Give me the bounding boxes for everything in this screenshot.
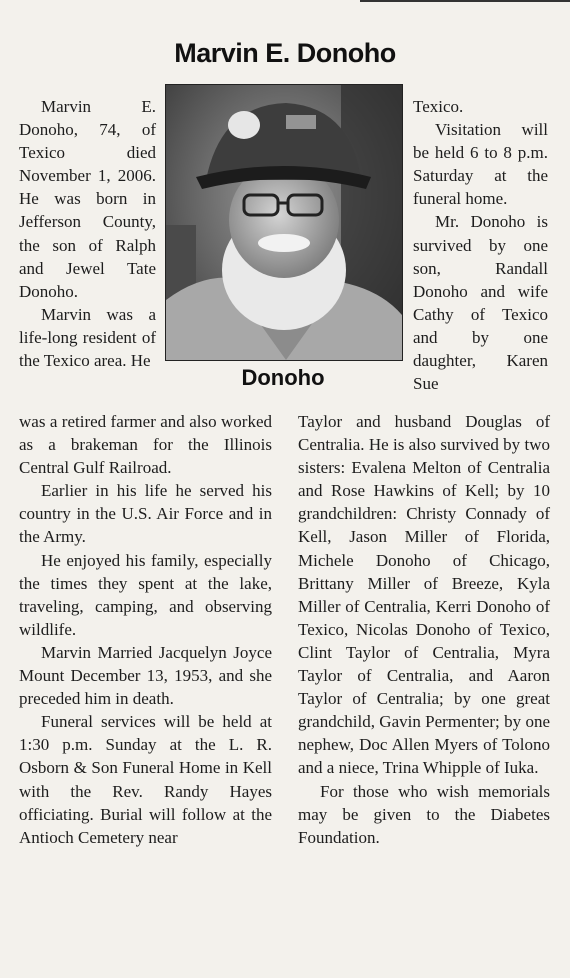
top-rule: [360, 0, 570, 2]
column-right-narrow: [413, 95, 548, 395]
paragraph: Marvin was a life-long resident of the Texico area. He: [19, 304, 156, 371]
paragraph: Marvin Married Jacquelyn Joyce Mount December 13, 1953, and she preceded him in death.: [19, 642, 272, 709]
column-left-wide: [19, 410, 272, 849]
portrait-photo: [165, 84, 403, 361]
paragraph: Taylor and husband Douglas of Centralia. He is also survived by two sisters: Evalena Melton of Centralia and Rose Hawkins of Kell; by 10 grandchildren: Christy Connady of Kell, Jason Miller of Florida, Michele Donoho of Chicago, Brittany Miller of Breeze, Kyla Miller of Centralia, Kerri Donoho of Texico, Nicolas Donoho of Texico, Clint Taylor of Centralia, Myra Taylor of Centralia, and Aaron Taylor of Centralia; by one great grandchild, Gavin Permenter; by one nephew, Doc Allen Myers of Tolono and a niece, Trina Whipple of Iuka.: [298, 412, 550, 778]
paragraph: Earlier in his life he served his country in the U.S. Air Force and in the Army.: [19, 481, 272, 547]
paragraph: Mr. Donoho is survived by one son, Randall Donoho and wife Cathy of Texico and by one daughter, Karen Sue: [413, 212, 548, 394]
column-right-wide: [298, 410, 550, 849]
photo-caption: Donoho: [241, 365, 325, 390]
paragraph: For those who wish memorials may be given to the Diabetes Foundation.: [298, 781, 550, 847]
paragraph: Visitation will be held 6 to 8 p.m. Saturday at the funeral home.: [413, 120, 548, 209]
paragraph: Funeral services will be held at 1:30 p.m. Sunday at the L. R. Osborn & Son Funeral Home in Kell with the Rev. Randy Hayes officiating. Burial will follow at the Antioch Cemetery near: [19, 712, 272, 847]
obituary-headline: Marvin E. Donoho: [174, 38, 396, 68]
column-left-narrow: [19, 95, 156, 372]
paragraph: Marvin E. Donoho, 74, of Texico died November 1, 2006. He was born in Jefferson County, the son of Ralph and Jewel Tate Donoho.: [19, 97, 156, 301]
portrait-photo-icon: [166, 85, 402, 360]
paragraph: Texico.: [413, 97, 464, 116]
paragraph: was a retired farmer and also worked as a brakeman for the Illinois Central Gulf Railroad.: [19, 412, 272, 478]
paragraph: He enjoyed his family, especially the times they spent at the lake, traveling, camping, and observing wildlife.: [19, 550, 272, 639]
